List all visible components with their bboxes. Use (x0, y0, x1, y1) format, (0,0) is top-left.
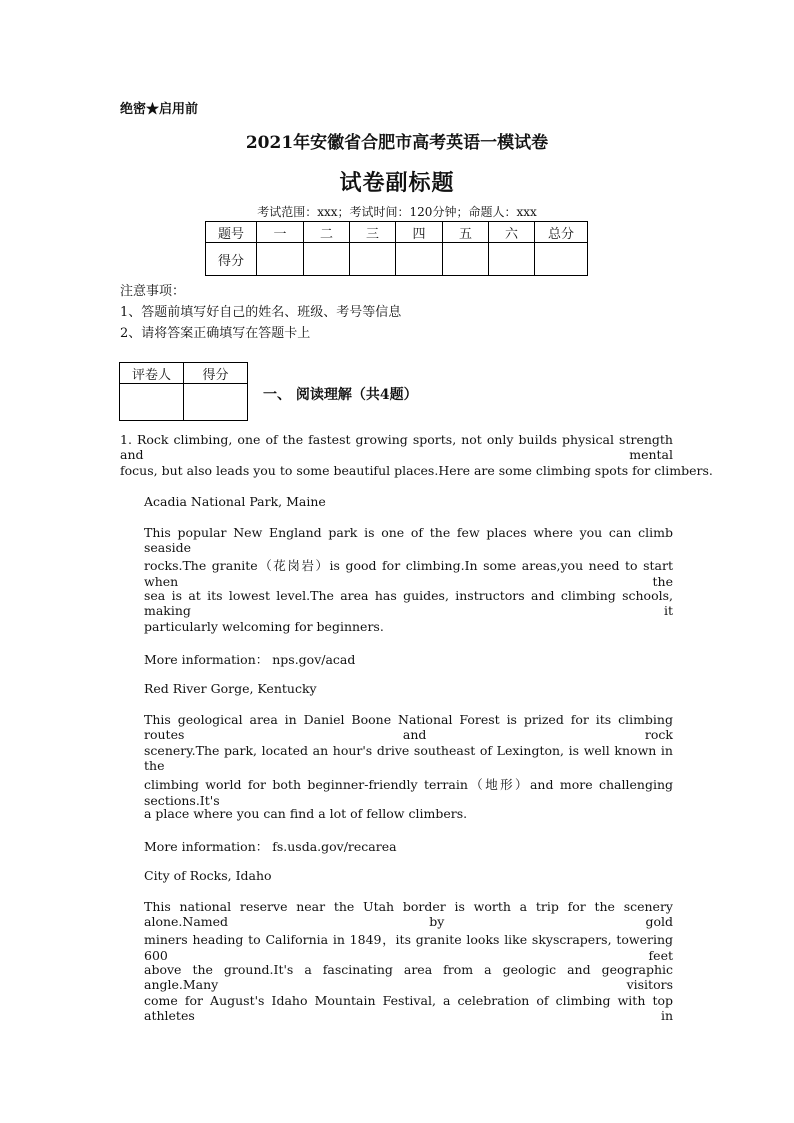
passage-line: This geological area in Daniel Boone National Forest is prized for its climbing routes and rock (144, 712, 673, 742)
passage-line: sea is at its lowest level.The area has guides, instructors and climbing schools, making it (144, 588, 673, 618)
passage-line: More information： nps.gov/acad (144, 652, 356, 667)
score-header-cell: 总分 (535, 222, 588, 243)
score-header-cell: 题号 (206, 222, 257, 243)
passage-line: Acadia National Park, Maine (144, 494, 326, 509)
passage-line: City of Rocks, Idaho (144, 868, 272, 883)
exam-title: 2021年安徽省合肥市高考英语一模试卷 (245, 133, 549, 153)
passage-line: a place where you can find a lot of fellow climbers. (144, 806, 468, 821)
passage-line: 1. Rock climbing, one of the fastest growing sports, not only builds physical strength and mental (120, 432, 673, 462)
confidential-mark: 绝密★启用前 (120, 102, 199, 117)
grader-score-cell[interactable] (184, 384, 248, 421)
score-header-cell: 六 (489, 222, 535, 243)
grader-table (119, 362, 248, 421)
grader-header-row (120, 363, 248, 384)
notice-title: 注意事项： (120, 284, 186, 299)
exam-subtitle: 试卷副标题 (339, 170, 455, 196)
grader-name-cell[interactable] (120, 384, 184, 421)
passage-line: This national reserve near the Utah border is worth a trip for the scenery alone.Named by gold (144, 899, 673, 929)
score-cell[interactable] (396, 243, 443, 276)
passage-line: More information： fs.usda.gov/recarea (144, 839, 397, 854)
passage-line: focus, but also leads you to some beautiful places.Here are some climbing spots for climbers. (120, 463, 713, 478)
grader-header-cell: 得分 (184, 363, 248, 384)
score-table-header-row (206, 222, 588, 243)
score-header-cell: 三 (350, 222, 396, 243)
passage-line: rocks.The granite（花岗岩）is good for climbing.In some areas,you need to start when the (144, 558, 673, 589)
score-cell[interactable] (257, 243, 304, 276)
score-cell[interactable] (304, 243, 350, 276)
score-row-label: 得分 (206, 243, 257, 276)
score-header-cell: 一 (257, 222, 304, 243)
score-table (205, 221, 588, 276)
score-table-score-row (206, 243, 588, 276)
section-heading: 一、 阅读理解（共4题） (263, 387, 418, 403)
score-header-cell: 四 (396, 222, 443, 243)
notice-item: 2、请将答案正确填写在答题卡上 (120, 326, 311, 341)
passage-line: This popular New England park is one of the few places where you can climb seaside (144, 525, 673, 555)
passage-line: scenery.The park, located an hour's drive southeast of Lexington, is well known in the (144, 743, 673, 773)
score-cell[interactable] (489, 243, 535, 276)
notice-item: 1、答题前填写好自己的姓名、班级、考号等信息 (120, 305, 402, 320)
score-header-cell: 五 (443, 222, 489, 243)
passage-line: particularly welcoming for beginners. (144, 619, 384, 634)
score-cell[interactable] (443, 243, 489, 276)
grader-header-cell: 评卷人 (120, 363, 184, 384)
score-cell[interactable] (350, 243, 396, 276)
grader-input-row (120, 384, 248, 421)
passage-line: climbing world for both beginner-friendly terrain（地形）and more challenging sections.It's (144, 777, 673, 808)
passage-line: come for August's Idaho Mountain Festival, a celebration of climbing with top athletes in (144, 993, 673, 1023)
passage-line: Red River Gorge, Kentucky (144, 681, 317, 696)
score-cell[interactable] (535, 243, 588, 276)
passage-line: above the ground.It's a fascinating area from a geologic and geographic angle.Many visitors (144, 962, 673, 992)
exam-info: 考试范围：xxx；考试时间：120分钟；命题人：xxx (257, 205, 537, 219)
passage-line: miners heading to California in 1849，its granite looks like skyscrapers, towering 600 feet (144, 932, 673, 963)
score-header-cell: 二 (304, 222, 350, 243)
